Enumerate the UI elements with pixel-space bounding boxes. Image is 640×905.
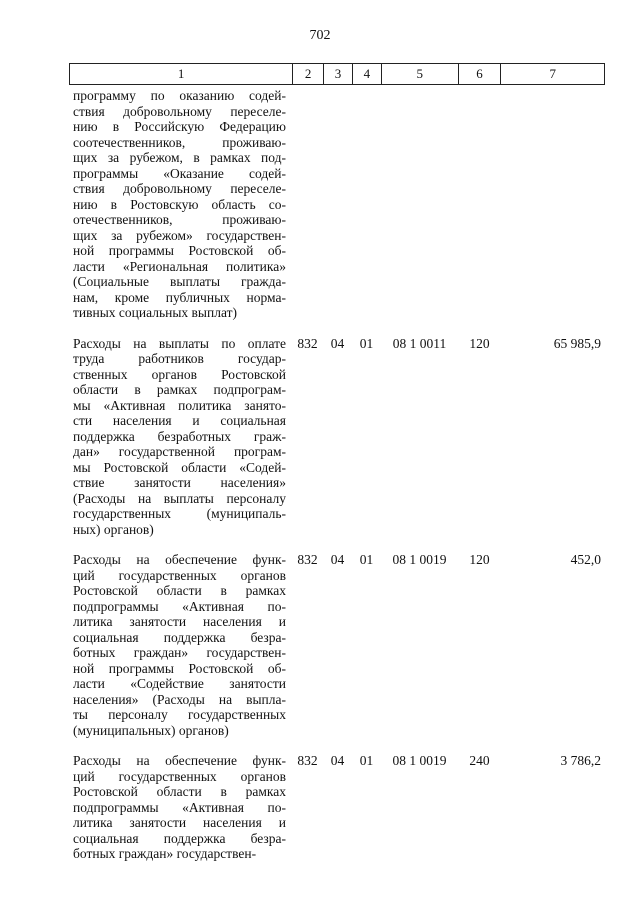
col-3-value xyxy=(323,88,352,321)
col-4-value: 01 xyxy=(359,753,374,768)
amount-value xyxy=(501,88,605,321)
col-3-value: 04 xyxy=(330,552,345,567)
description-line: программу по оказанию содей- xyxy=(73,88,286,103)
header-col-2: 2 xyxy=(292,64,323,84)
col-5-value: 08 1 0011 xyxy=(392,335,447,351)
amount-value: 3 786,2 xyxy=(560,753,601,768)
description-line: нию в Российскую Федерацию xyxy=(73,119,286,134)
col-5-value: 08 1 0019 xyxy=(392,753,447,768)
description-line: Ростовской области в рамках xyxy=(73,784,286,799)
description-line: ствия добровольному переселе- xyxy=(73,181,286,196)
description-line: области в рамках подпрограм- xyxy=(73,382,286,397)
description-line: социальная поддержка безра- xyxy=(73,830,286,846)
row-description xyxy=(69,336,292,538)
page-number: 702 xyxy=(309,28,331,43)
description-line: ласти «Региональная политика» xyxy=(73,258,286,274)
description-line: населения» (Расходы на выпла- xyxy=(73,691,286,707)
header-col-5: 5 xyxy=(381,64,458,84)
col-6-value: 240 xyxy=(469,753,490,768)
description-line: дан» государственной програм- xyxy=(73,444,286,459)
description-line: щих за рубежом» государствен- xyxy=(73,227,286,243)
description-line: ствия добровольному переселе- xyxy=(73,103,286,119)
table-row xyxy=(69,552,605,738)
col-2-value xyxy=(292,88,323,321)
description-line: литика занятости населения и xyxy=(73,614,286,629)
description-line: ты персоналу государственных xyxy=(73,707,286,722)
amount-value: 452,0 xyxy=(570,552,601,567)
header-col-4: 4 xyxy=(352,64,381,84)
row-description xyxy=(69,552,292,738)
description-line: ботных граждан» государствен- xyxy=(73,645,286,660)
description-line: поддержка безработных граж- xyxy=(73,428,286,444)
col-4-value: 01 xyxy=(359,552,374,567)
description-line: ственных органов Ростовской xyxy=(73,366,286,382)
table-header xyxy=(69,63,605,85)
description-line: (Социальные выплаты гражда- xyxy=(73,274,286,289)
table-row xyxy=(69,753,605,862)
description-line: Расходы на обеспечение функ- xyxy=(73,552,286,567)
amount-value: 65 985,9 xyxy=(553,335,601,351)
col-4-value: 01 xyxy=(359,335,374,351)
col-3-value: 04 xyxy=(330,753,345,768)
description-line: отечественников, проживаю- xyxy=(73,212,286,227)
col-6-value: 120 xyxy=(469,335,490,351)
header-col-1: 1 xyxy=(177,66,185,81)
header-col-7: 7 xyxy=(500,64,604,84)
description-line: нам, кроме публичных норма- xyxy=(73,289,286,305)
col-6-value xyxy=(458,88,501,321)
description-line: ласти «Содействие занятости xyxy=(73,676,286,691)
description-line: ной программы Ростовской об- xyxy=(73,243,286,258)
description-line: (муниципальных) органов) xyxy=(73,722,229,738)
description-line: Расходы на выплаты по оплате xyxy=(73,335,286,351)
description-line: мы Ростовской области «Содей- xyxy=(73,459,286,475)
description-line: литика занятости населения и xyxy=(73,815,286,830)
description-line: щих за рубежом, в рамках под- xyxy=(73,150,286,165)
description-line: ствие занятости населения» xyxy=(73,475,286,490)
table-row xyxy=(69,88,605,321)
description-line: программы «Оказание содей- xyxy=(73,165,286,181)
description-line: ных) органов) xyxy=(73,521,154,537)
table-row xyxy=(69,336,605,538)
description-line: сти населения и социальная xyxy=(73,413,286,428)
description-line: ций государственных органов xyxy=(73,567,286,583)
col-4-value xyxy=(352,88,381,321)
col-2-value: 832 xyxy=(297,335,318,351)
description-line: подпрограммы «Активная по- xyxy=(73,598,286,614)
row-description xyxy=(69,753,292,862)
header-col-6: 6 xyxy=(458,64,501,84)
description-line: подпрограммы «Активная по- xyxy=(73,799,286,815)
description-line: соотечественников, проживаю- xyxy=(73,134,286,150)
header-col-3: 3 xyxy=(323,64,352,84)
col-2-value: 832 xyxy=(297,552,318,567)
description-line: тивных социальных выплат) xyxy=(73,305,237,320)
description-line: ботных граждан» государствен- xyxy=(73,846,257,861)
description-line: социальная поддержка безра- xyxy=(73,629,286,645)
description-line: труда работников государ- xyxy=(73,351,286,366)
description-line: Ростовской области в рамках xyxy=(73,583,286,598)
description-line: нию в Ростовскую область со- xyxy=(73,196,286,212)
description-line: ной программы Ростовской об- xyxy=(73,660,286,676)
description-line: Расходы на обеспечение функ- xyxy=(73,753,286,768)
description-line: государственных (муниципаль- xyxy=(73,506,286,521)
description-line: ций государственных органов xyxy=(73,768,286,784)
col-5-value: 08 1 0019 xyxy=(392,552,447,567)
row-description xyxy=(69,88,292,321)
col-2-value: 832 xyxy=(297,753,318,768)
col-3-value: 04 xyxy=(330,335,345,351)
col-6-value: 120 xyxy=(469,552,490,567)
col-5-value xyxy=(381,88,458,321)
table-body xyxy=(69,88,605,862)
description-line: мы «Активная политика занято- xyxy=(73,397,286,413)
description-line: (Расходы на выплаты персоналу xyxy=(73,490,286,506)
